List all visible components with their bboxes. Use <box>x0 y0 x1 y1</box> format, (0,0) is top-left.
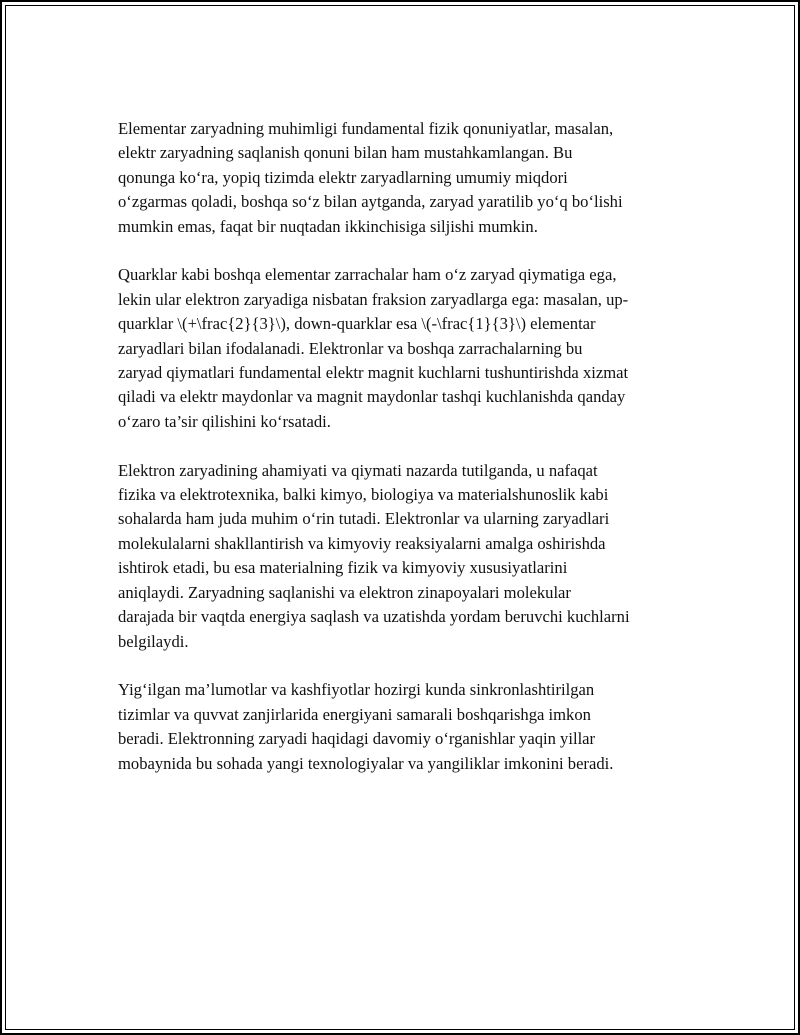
paragraph-line: qonunga ko‘ra, yopiq tizimda elektr zaryadlarning umumiy miqdori <box>118 167 568 187</box>
paragraph-line: ishtirok etadi, bu esa materialning fizik va kimyoviy xususiyatlarini <box>118 558 568 578</box>
paragraph-line: Quarklar kabi boshqa elementar zarrachalar ham o‘z zaryad qiymatiga ega, <box>118 265 617 285</box>
paragraph-line: lekin ular elektron zaryadiga nisbatan fraksion zaryadlarga ega: masalan, up- <box>118 289 629 309</box>
paragraph-line: sohalarda ham juda muhim o‘rin tutadi. Elektronlar va ularning zaryadlari <box>118 509 610 529</box>
paragraph-line: molekulalarni shakllantirish va kimyoviy reaksiyalarni amalga oshirishda <box>118 533 606 553</box>
paragraph-line: fizika va elektrotexnika, balki kimyo, biologiya va materialshunoslik kabi <box>118 485 609 505</box>
paragraph-line: quarklar \(+\frac{2}{3}\), down-quarklar esa \(-\frac{1}{3}\) elementar <box>118 314 596 334</box>
paragraph-line: zaryadlari bilan ifodalanadi. Elektronlar va boshqa zarrachalarning bu <box>118 338 583 358</box>
paragraph-4 <box>118 678 688 776</box>
paragraph-3 <box>118 459 688 654</box>
paragraph-line: tizimlar va quvvat zanjirlarida energiyani samarali boshqarishga imkon <box>118 704 591 724</box>
paragraph-line: aniqlaydi. Zaryadning saqlanishi va elektron zinapoyalari molekular <box>118 582 571 602</box>
paragraph-line: o‘zgarmas qoladi, boshqa so‘z bilan aytganda, zaryad yaratilib yo‘q bo‘lishi <box>118 192 623 212</box>
paragraph-2 <box>118 263 688 434</box>
paragraph-line: Elementar zaryadning muhimligi fundamental fizik qonuniyatlar, masalan, <box>118 119 614 138</box>
document-body <box>118 117 688 800</box>
paragraph-line: beradi. Elektronning zaryadi haqidagi davomiy o‘rganishlar yaqin yillar <box>118 729 596 749</box>
paragraph-line: darajada bir vaqtda energiya saqlash va uzatishda yordam beruvchi kuchlarni <box>118 607 630 627</box>
paragraph-line: mobaynida bu sohada yangi texnologiyalar va yangiliklar imkonini beradi. <box>118 753 614 773</box>
paragraph-line: belgilaydi. <box>118 631 189 651</box>
paragraph-line: o‘zaro ta’sir qilishini ko‘rsatadi. <box>118 411 331 431</box>
paragraph-1 <box>118 117 688 239</box>
paragraph-line: Yig‘ilgan ma’lumotlar va kashfiyotlar hozirgi kunda sinkronlashtirilgan <box>118 680 595 700</box>
paragraph-line: Elektron zaryadining ahamiyati va qiymati nazarda tutilganda, u nafaqat <box>118 460 598 480</box>
paragraph-line: mumkin emas, faqat bir nuqtadan ikkinchisiga siljishi mumkin. <box>118 216 538 236</box>
paragraph-line: elektr zaryadning saqlanish qonuni bilan ham mustahkamlangan. Bu <box>118 143 573 163</box>
paragraph-line: zaryad qiymatlari fundamental elektr magnit kuchlarni tushuntirishda xizmat <box>118 363 629 383</box>
paragraph-line: qiladi va elektr maydonlar va magnit maydonlar tashqi kuchlanishda qanday <box>118 387 626 407</box>
